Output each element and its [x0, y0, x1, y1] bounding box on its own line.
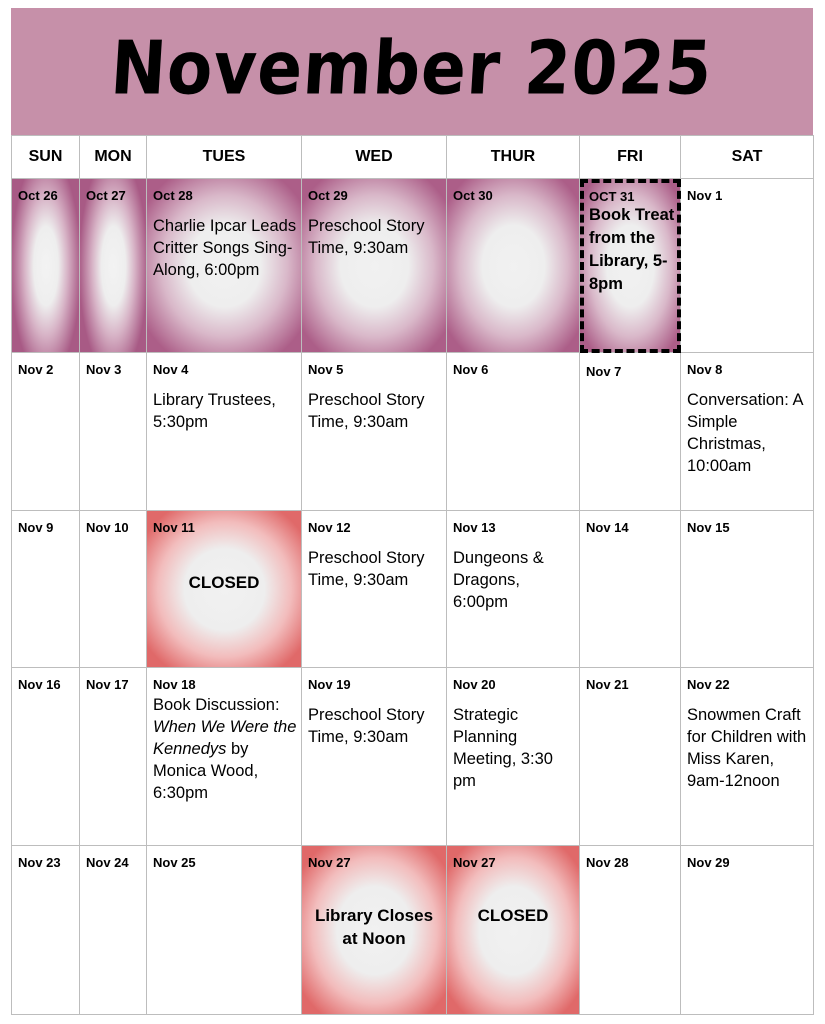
day-cell [80, 353, 147, 511]
weekday-fri: FRI [580, 136, 681, 179]
calendar-grid [11, 135, 814, 1015]
day-date: OCT 31 [589, 189, 635, 204]
day-date: Nov 20 [453, 677, 496, 692]
day-date: Nov 2 [18, 362, 54, 377]
day-cell [12, 511, 80, 668]
day-cell-early-close [302, 846, 447, 1015]
day-date: Nov 18 [153, 677, 196, 692]
day-date: Oct 26 [18, 188, 58, 203]
week-row-3 [12, 511, 814, 668]
day-cell [80, 179, 147, 353]
day-date: Nov 7 [586, 364, 622, 379]
day-event [147, 692, 301, 804]
weekday-mon: MON [80, 136, 147, 179]
event-text: by Monica Wood, 6:30pm [153, 740, 259, 802]
day-date: Nov 4 [153, 362, 189, 377]
day-cell [580, 846, 681, 1015]
day-date: Nov 27 [308, 855, 351, 870]
closed-label: CLOSED [188, 573, 260, 592]
day-cell [302, 353, 447, 511]
day-event: Dungeons & Dragons, 6:00pm [453, 549, 544, 611]
day-date: Nov 5 [308, 362, 344, 377]
day-event: Preschool Story Time, 9:30am [308, 217, 425, 257]
week-row-4 [12, 668, 814, 846]
closed-label: CLOSED [477, 906, 549, 925]
day-date: Oct 28 [153, 188, 193, 203]
day-date: Nov 9 [18, 520, 54, 535]
day-cell [147, 179, 302, 353]
day-event: Charlie Ipcar Leads Critter Songs Sing-Along, 6:00pm [153, 217, 297, 279]
day-cell [447, 668, 580, 846]
day-date: Nov 11 [153, 520, 195, 535]
day-event: Conversation: A Simple Christmas, 10:00am [687, 391, 803, 475]
weekday-sat: SAT [681, 136, 814, 179]
day-event: Strategic Planning Meeting, 3:30 pm [453, 706, 553, 790]
day-cell [681, 511, 814, 668]
day-cell [12, 668, 80, 846]
day-date: Nov 22 [687, 677, 730, 692]
calendar-header [11, 8, 813, 135]
weekday-sun: SUN [12, 136, 80, 179]
day-date: Nov 25 [153, 855, 196, 870]
day-date: Nov 17 [86, 677, 129, 692]
weekday-header-row [12, 136, 814, 179]
day-event: Preschool Story Time, 9:30am [308, 549, 425, 589]
day-cell [302, 511, 447, 668]
day-date: Nov 12 [308, 520, 351, 535]
day-date: Oct 30 [453, 188, 493, 203]
day-cell [447, 511, 580, 668]
day-cell [80, 668, 147, 846]
day-cell [580, 353, 681, 511]
day-cell [580, 668, 681, 846]
day-cell-closed [447, 846, 580, 1015]
day-date: Nov 23 [18, 855, 61, 870]
day-date: Nov 21 [586, 677, 629, 692]
day-cell [681, 353, 814, 511]
day-date: Oct 29 [308, 188, 348, 203]
day-cell [302, 668, 447, 846]
early-close-label: Library Closes at Noon [314, 906, 434, 948]
day-date: Nov 1 [687, 188, 723, 203]
day-date: Nov 14 [586, 520, 629, 535]
day-event: Library Trustees, 5:30pm [153, 391, 276, 431]
day-date: Nov 27 [453, 855, 496, 870]
weekday-tues: TUES [147, 136, 302, 179]
day-cell [80, 846, 147, 1015]
day-date: Nov 6 [453, 362, 489, 377]
week-row-2 [12, 353, 814, 511]
day-date: Nov 28 [586, 855, 629, 870]
day-date: Nov 16 [18, 677, 61, 692]
day-cell-featured [580, 179, 681, 353]
day-cell-closed [147, 511, 302, 668]
day-cell [681, 668, 814, 846]
day-date: Oct 27 [86, 188, 126, 203]
day-cell [681, 846, 814, 1015]
day-cell [12, 846, 80, 1015]
week-row-5 [12, 846, 814, 1015]
day-cell [12, 353, 80, 511]
day-cell [12, 179, 80, 353]
day-date: Nov 13 [453, 520, 496, 535]
day-cell [580, 511, 681, 668]
day-event: Preschool Story Time, 9:30am [308, 391, 425, 431]
day-cell [447, 353, 580, 511]
day-event: Preschool Story Time, 9:30am [308, 706, 425, 746]
day-cell [147, 668, 302, 846]
day-cell [80, 511, 147, 668]
day-date: Nov 19 [308, 677, 351, 692]
day-cell [447, 179, 580, 353]
day-cell [302, 179, 447, 353]
day-date: Nov 10 [86, 520, 129, 535]
event-text: Book Discussion: [153, 696, 280, 714]
week-row-1 [12, 179, 814, 353]
day-date: Nov 24 [86, 855, 129, 870]
book-title: When We Were the Kennedys [153, 718, 297, 758]
day-cell [147, 353, 302, 511]
day-event: Book Treat from the Library, 5-8pm [589, 206, 675, 293]
weekday-wed: WED [302, 136, 447, 179]
day-date: Nov 29 [687, 855, 730, 870]
day-date: Nov 8 [687, 362, 723, 377]
day-date: Nov 15 [687, 520, 730, 535]
day-event: Snowmen Craft for Children with Miss Karen, 9am-12noon [687, 706, 807, 790]
day-cell [681, 179, 814, 353]
calendar-title: November 2025 [108, 25, 716, 112]
day-cell [147, 846, 302, 1015]
weekday-thur: THUR [447, 136, 580, 179]
day-date: Nov 3 [86, 362, 122, 377]
